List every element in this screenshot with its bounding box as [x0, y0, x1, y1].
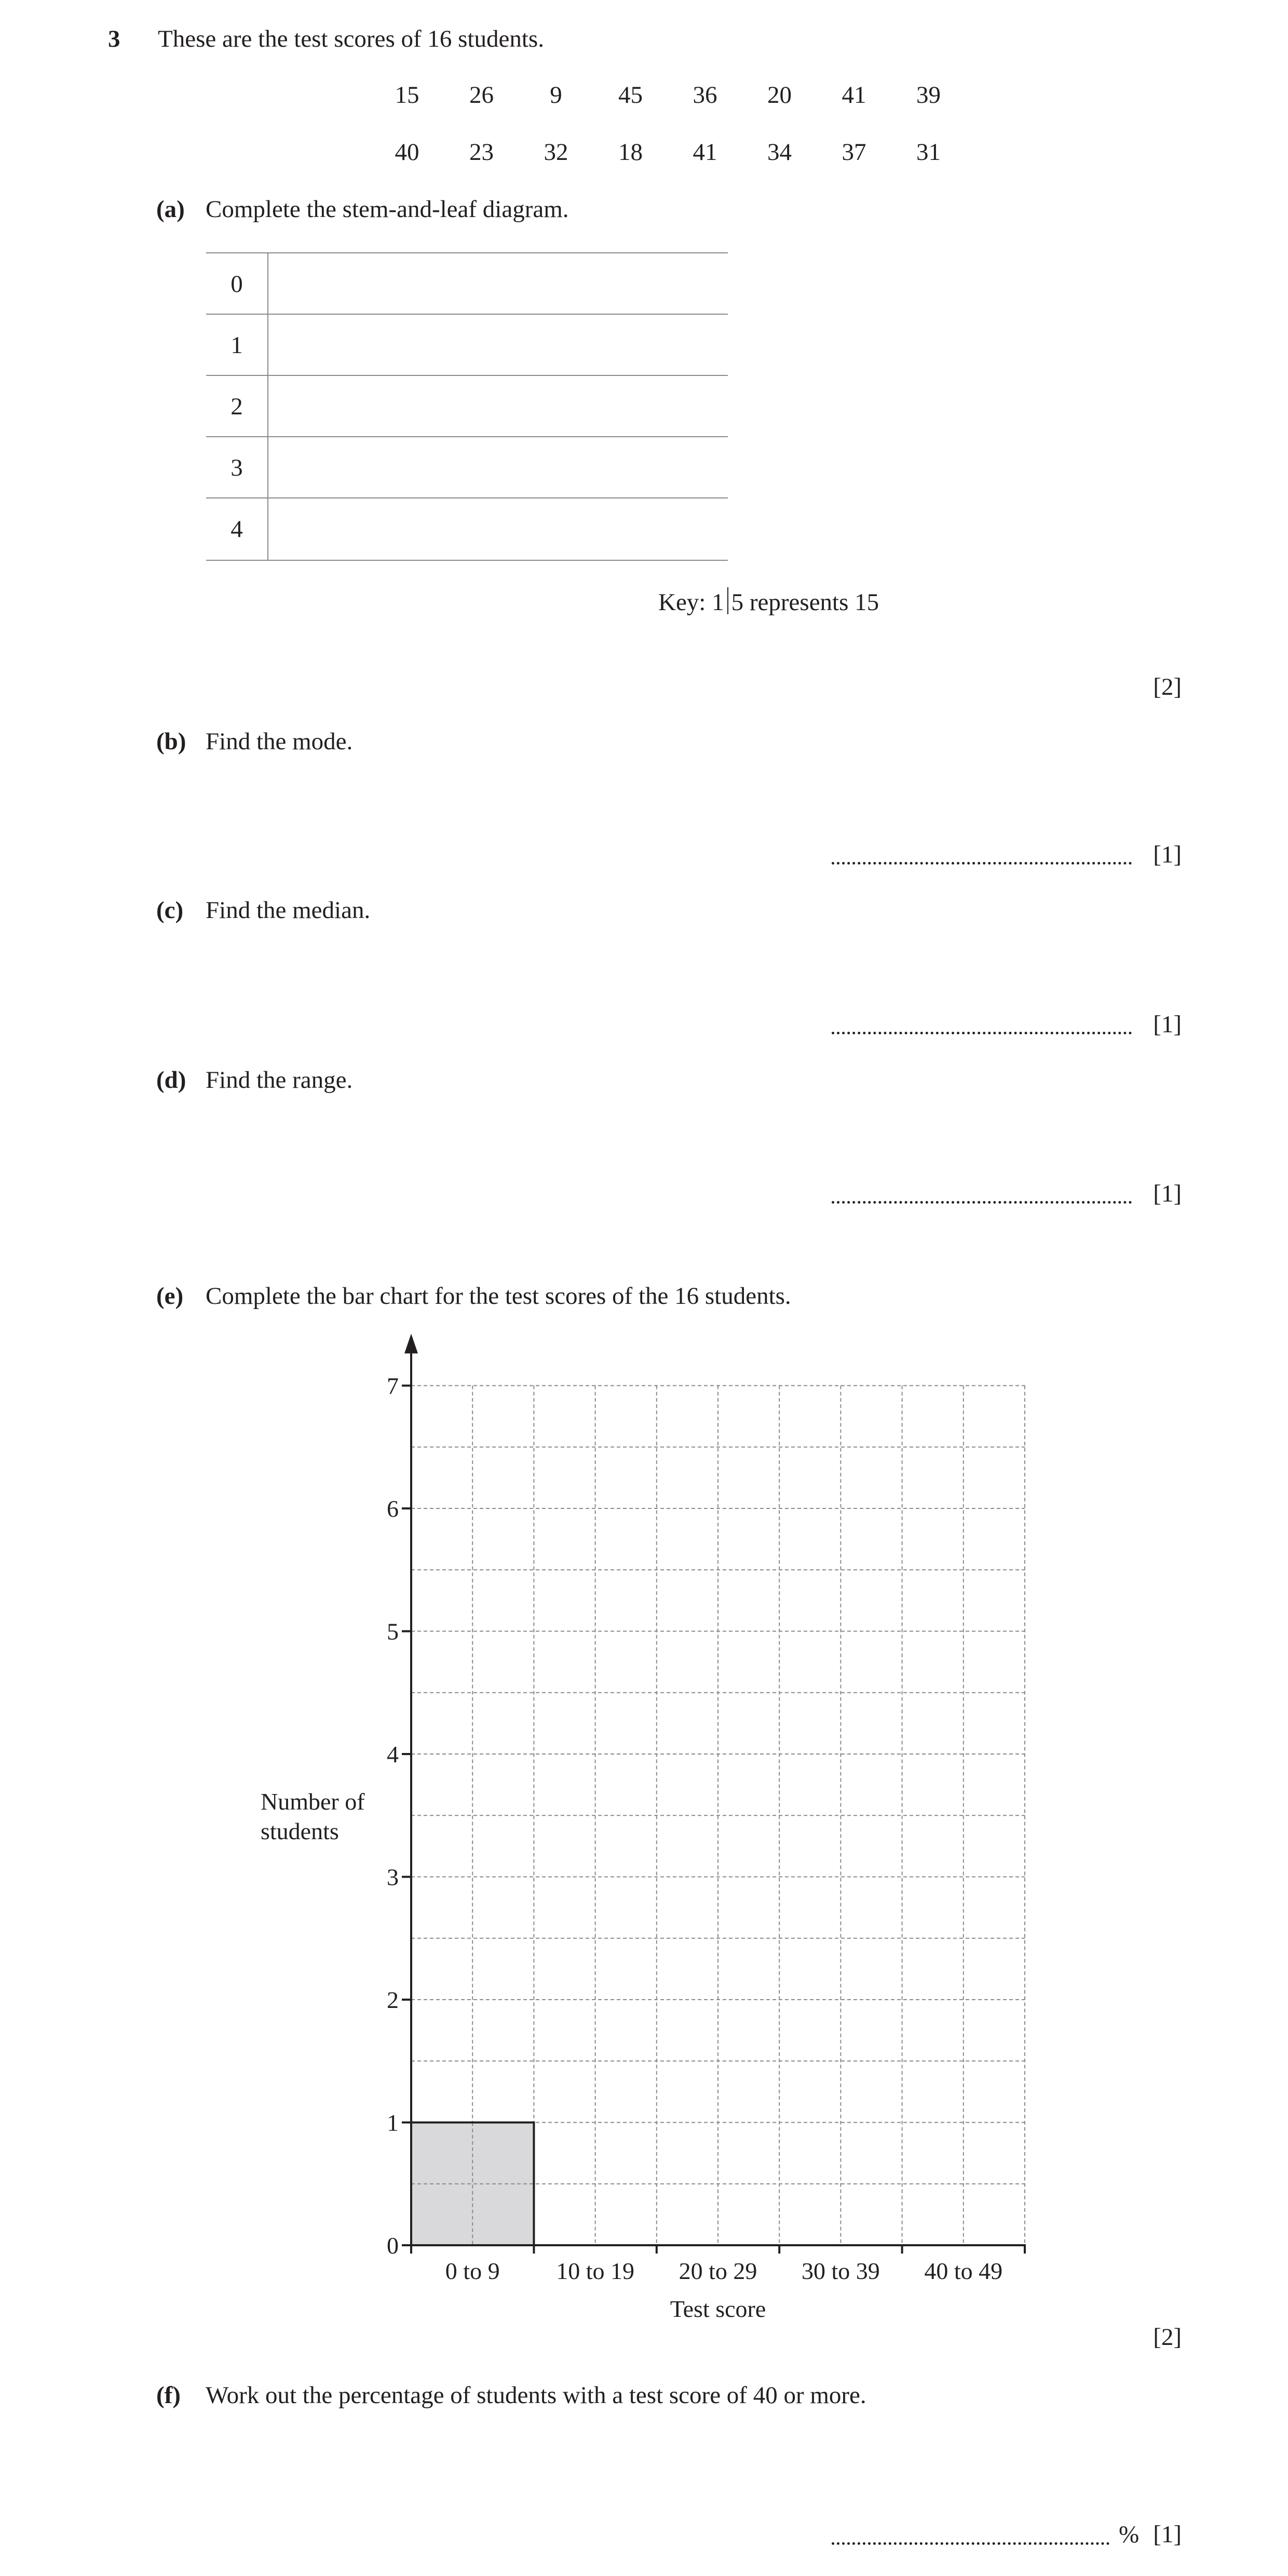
- stem-leaf-row: [206, 497, 728, 561]
- part-f-text: Work out the percentage of students with a test score of 40 or more.: [206, 2382, 866, 2409]
- key-prefix: Key: 1: [658, 589, 724, 616]
- stem-value: 4: [206, 498, 268, 560]
- stem-leaf-row: [206, 375, 728, 437]
- score-value: 36: [693, 82, 717, 109]
- score-value: 37: [842, 139, 866, 166]
- score-value: 32: [544, 139, 568, 166]
- leaf-entry-area[interactable]: [268, 498, 728, 560]
- stem-value: 1: [206, 315, 268, 376]
- percent-unit: %: [1119, 2521, 1140, 2548]
- stem-value: 0: [206, 253, 268, 315]
- part-b-marks: [1]: [1153, 841, 1182, 868]
- score-value: 15: [395, 82, 419, 109]
- score-value: 39: [916, 82, 941, 109]
- leaf-entry-area[interactable]: [268, 376, 728, 437]
- score-value: 41: [693, 139, 717, 166]
- stem-leaf-key: [658, 587, 879, 615]
- y-tick-label: 1: [387, 2109, 399, 2136]
- part-b-text: Find the mode.: [206, 728, 353, 755]
- score-value: 34: [767, 139, 792, 166]
- score-value: 40: [395, 139, 419, 166]
- x-category-label: 30 to 39: [802, 2258, 880, 2284]
- key-suffix: 5 represents 15: [731, 589, 879, 616]
- y-tick-label: 5: [387, 1618, 399, 1645]
- part-c-text: Find the median.: [206, 897, 371, 924]
- y-axis-title-line-1: Number of: [261, 1788, 365, 1815]
- x-category-label: 20 to 29: [679, 2258, 757, 2284]
- part-f-label: (f): [156, 2382, 181, 2409]
- part-c-label: (c): [156, 897, 184, 924]
- part-d-answer-line[interactable]: [832, 1201, 1132, 1204]
- y-axis-title-line-2: students: [261, 1818, 339, 1844]
- stem-value: 3: [206, 437, 268, 498]
- chart-grid: [411, 1386, 1025, 2246]
- chart-bars: [411, 2123, 534, 2246]
- bar-chart[interactable]: [0, 1319, 1288, 2357]
- y-tick-label: 6: [387, 1495, 399, 1522]
- score-value: 31: [916, 139, 941, 166]
- leaf-entry-area[interactable]: [268, 437, 728, 498]
- leaf-entry-area[interactable]: [268, 315, 728, 376]
- score-value: 26: [469, 82, 494, 109]
- x-axis-category-labels: [445, 2258, 1002, 2284]
- part-a-marks: [2]: [1153, 673, 1182, 700]
- bar: [411, 2123, 534, 2246]
- stem-leaf-row: [206, 252, 728, 315]
- x-axis-title: Test score: [670, 2296, 766, 2322]
- stem-value: 2: [206, 376, 268, 437]
- score-value: 45: [618, 82, 643, 109]
- score-value: 9: [550, 82, 562, 109]
- part-c-marks: [1]: [1153, 1011, 1182, 1038]
- score-value: 18: [618, 139, 643, 166]
- y-tick-label: 3: [387, 1864, 399, 1891]
- part-d-marks: [1]: [1153, 1180, 1182, 1207]
- key-divider: [727, 587, 728, 614]
- y-tick-label: 7: [387, 1372, 399, 1399]
- part-e-label: (e): [156, 1283, 184, 1310]
- y-tick-label: 2: [387, 1987, 399, 2013]
- x-category-label: 40 to 49: [924, 2258, 1003, 2284]
- part-d-label: (d): [156, 1067, 186, 1094]
- part-c-answer-line[interactable]: [832, 1032, 1132, 1034]
- stem-leaf-row: [206, 314, 728, 376]
- part-a-text: Complete the stem-and-leaf diagram.: [206, 196, 569, 223]
- part-b-label: (b): [156, 728, 186, 755]
- y-tick-label: 0: [387, 2232, 399, 2259]
- part-b-answer-line[interactable]: [832, 862, 1132, 865]
- y-axis-arrow-icon: [404, 1334, 418, 1354]
- question-intro: These are the test scores of 16 students.: [158, 25, 544, 52]
- x-category-label: 10 to 19: [556, 2258, 634, 2284]
- score-value: 41: [842, 82, 866, 109]
- question-number: 3: [108, 25, 120, 52]
- leaf-entry-area[interactable]: [268, 253, 728, 315]
- score-value: 23: [469, 139, 494, 166]
- part-d-text: Find the range.: [206, 1067, 353, 1094]
- y-tick-label: 4: [387, 1741, 399, 1768]
- part-a-label: (a): [156, 196, 185, 223]
- stem-leaf-row: [206, 436, 728, 498]
- part-f-answer-line[interactable]: [832, 2542, 1109, 2545]
- part-e-marks: [2]: [1153, 2324, 1182, 2351]
- y-axis-ticks: [387, 1373, 411, 2259]
- chart-axes: [404, 1334, 1026, 2254]
- score-value: 20: [767, 82, 792, 109]
- part-f-marks: [1]: [1153, 2521, 1182, 2548]
- part-e-text: Complete the bar chart for the test scores of the 16 students.: [206, 1283, 791, 1310]
- x-category-label: 0 to 9: [445, 2258, 500, 2284]
